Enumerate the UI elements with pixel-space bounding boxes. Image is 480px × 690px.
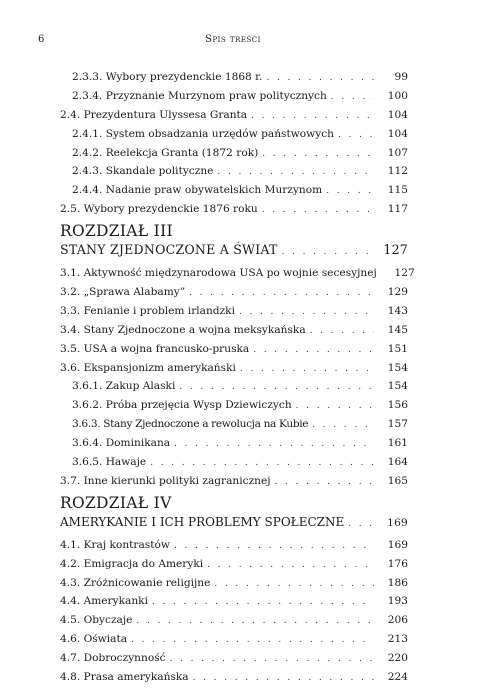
toc-entry-page: 206: [387, 614, 408, 627]
dot-leader: [174, 537, 374, 556]
toc-entry-page: 157: [387, 418, 408, 431]
toc-entry: [60, 396, 408, 415]
toc-entry: [60, 649, 408, 668]
toc-entry-title: 3.7. Inne kierunki polityki zagranicznej: [60, 474, 271, 487]
toc-entry-title: 3.6. Ekspansjonizm amerykański: [60, 361, 236, 374]
table-of-contents: [60, 68, 415, 687]
toc-entry: [60, 321, 408, 340]
toc-entry-page: 156: [387, 399, 408, 412]
toc-entry-title: 2.4.3. Skandale polityczne: [72, 165, 214, 178]
chapter-subtitle: AMERYKANIE I ICH PROBLEMY SPOŁECZNE: [60, 514, 345, 529]
dot-leader: [296, 397, 374, 416]
toc-entry-title: 3.4. Stany Zjednoczone a wojna meksykańska: [60, 323, 306, 336]
dot-leader: [217, 163, 374, 182]
toc-entry: [60, 472, 408, 491]
toc-entry: [60, 106, 408, 125]
dot-leader: [136, 612, 374, 631]
toc-entry-page: 107: [387, 146, 408, 159]
dot-leader: [214, 575, 374, 594]
toc-entry-page: 186: [387, 576, 408, 589]
toc-entry-page: 127: [394, 267, 415, 280]
dot-leader: [170, 650, 374, 669]
dot-leader: [338, 126, 374, 145]
toc-entry-title: 4.1. Kraj kontrastów: [60, 538, 170, 551]
toc-entry-title: 4.2. Emigracja do Ameryki: [60, 557, 204, 570]
toc-entry: [60, 630, 408, 649]
toc-entry-title: 3.1. Aktywność międzynarodowa USA po wojnie secesyjnej: [60, 267, 377, 280]
dot-leader: [131, 631, 374, 650]
page-header: [38, 34, 428, 50]
dot-leader: [331, 88, 374, 107]
toc-entry-title: 4.7. Dobroczynność: [60, 652, 166, 665]
dot-leader: [152, 593, 374, 612]
toc-entry-page: 104: [387, 127, 408, 140]
toc-entry-page: 169: [387, 516, 408, 529]
toc-entry-page: 176: [387, 557, 408, 570]
dot-leader: [189, 284, 374, 303]
toc-entry-title: 2.4.4. Nadanie praw obywatelskich Murzynom: [72, 184, 323, 197]
dot-leader: [348, 514, 374, 534]
toc-entry-page: 154: [387, 380, 408, 393]
toc-entry-page: 193: [387, 595, 408, 608]
toc-entry: [60, 453, 408, 472]
toc-entry-title: 2.4.2. Reelekcja Granta (1872 rok): [72, 146, 259, 159]
toc-entry-page: 220: [387, 652, 408, 665]
toc-entry-page: 100: [387, 89, 408, 102]
toc-entry-title: 2.3.4. Przyznanie Murzynom praw politycznych: [72, 89, 327, 102]
toc-entry: [60, 359, 408, 378]
toc-entry: [60, 377, 408, 396]
dot-leader: [207, 556, 374, 575]
toc-entry: [60, 536, 408, 555]
toc-entry: [60, 592, 408, 611]
toc-entry-page: 213: [387, 633, 408, 646]
toc-entry-title: 3.5. USA a wojna francusko-pruska: [60, 342, 250, 355]
chapter-heading: ROZDZIAŁ IV: [60, 493, 172, 512]
toc-entry: [60, 302, 408, 321]
toc-entry: [60, 668, 408, 687]
toc-entry-page: 127: [383, 242, 408, 258]
dot-leader: [310, 322, 374, 341]
toc-entry-page: 115: [387, 184, 408, 197]
dot-leader: [326, 182, 374, 201]
toc-entry-page: 129: [387, 286, 408, 299]
dot-leader: [239, 303, 374, 322]
toc-entry: [60, 125, 408, 144]
dot-leader: [253, 341, 374, 360]
toc-entry-page: 224: [387, 671, 408, 684]
toc-entry: [60, 200, 408, 219]
page-number: 6: [38, 34, 45, 45]
toc-entry: [60, 283, 408, 302]
running-head: Spis treści: [205, 34, 261, 45]
toc-entry-page: 143: [387, 304, 408, 317]
toc-entry-title: 3.2. „Sprawa Alabamy”: [60, 286, 186, 299]
toc-entry-title: 3.6.1. Zakup Alaski: [72, 380, 176, 393]
toc-entry-page: 151: [387, 342, 408, 355]
toc-entry-page: 117: [387, 203, 408, 216]
dot-leader: [251, 107, 374, 126]
toc-entry-page: 99: [394, 71, 408, 83]
toc-entry-title: 4.5. Obyczaje: [60, 614, 133, 627]
dot-leader: [275, 473, 374, 492]
toc-entry: [60, 555, 408, 574]
toc-entry-title: 3.6.3. Stany Zjednoczone a rewolucja na Kubie: [72, 418, 309, 431]
toc-entry-title: 2.5. Wybory prezydenckie 1876 roku: [60, 203, 258, 216]
dot-leader: [179, 378, 374, 397]
dot-leader: [312, 416, 374, 435]
toc-entry-page: 164: [387, 456, 408, 469]
chapter-heading: ROZDZIAŁ III: [60, 222, 173, 241]
toc-entry-page: 169: [387, 538, 408, 551]
dot-leader: [262, 201, 374, 220]
toc-entry-title: 4.4. Amerykanki: [60, 595, 148, 608]
toc-entry-page: 165: [387, 474, 408, 487]
toc-entry-page: 154: [387, 361, 408, 374]
toc-entry-page: 112: [387, 165, 408, 178]
dot-leader: [174, 435, 374, 454]
toc-entry: [60, 264, 415, 283]
toc-entry-title: 3.6.5. Hawaje: [72, 456, 147, 469]
toc-entry: [60, 434, 408, 453]
dot-leader: [282, 242, 374, 262]
dot-leader: [193, 669, 374, 688]
toc-entry: [60, 574, 408, 593]
toc-entry: [60, 144, 408, 163]
toc-entry: [60, 87, 408, 106]
toc-entry-title: 3.3. Fenianie i problem irlandzki: [60, 304, 235, 317]
toc-entry-page: 104: [387, 108, 408, 121]
toc-entry-title: 4.8. Prasa amerykańska: [60, 671, 189, 684]
toc-entry-title: 2.3.3. Wybory prezydenckie 1868 r.: [72, 71, 263, 83]
toc-entry-title: 3.6.2. Próba przejęcia Wysp Dziewiczych: [72, 399, 292, 412]
toc-entry-title: 4.6. Oświata: [60, 633, 128, 646]
dot-leader: [150, 454, 374, 473]
toc-entry: [60, 162, 408, 181]
toc-entry-title: 2.4.1. System obsadzania urzędów państwowych: [72, 127, 334, 140]
toc-entry: [60, 181, 408, 200]
chapter-subtitle-entry: [60, 240, 408, 262]
toc-entry-page: 145: [387, 323, 408, 336]
dot-leader: [240, 360, 374, 379]
toc-entry: [60, 415, 408, 434]
dot-leader: [266, 69, 374, 88]
toc-entry-title: 4.3. Zróżnicowanie religijne: [60, 576, 211, 589]
toc-entry: [60, 340, 408, 359]
toc-entry-page: 161: [387, 437, 408, 450]
chapter-subtitle-entry: [60, 512, 408, 534]
toc-entry: [60, 68, 408, 87]
toc-entry: [60, 611, 408, 630]
toc-entry-title: 2.4. Prezydentura Ulyssesa Granta: [60, 108, 248, 121]
toc-entry-title: 3.6.4. Dominikana: [72, 437, 171, 450]
dot-leader: [262, 145, 374, 164]
chapter-subtitle: STANY ZJEDNOCZONE A ŚWIAT: [60, 242, 278, 258]
